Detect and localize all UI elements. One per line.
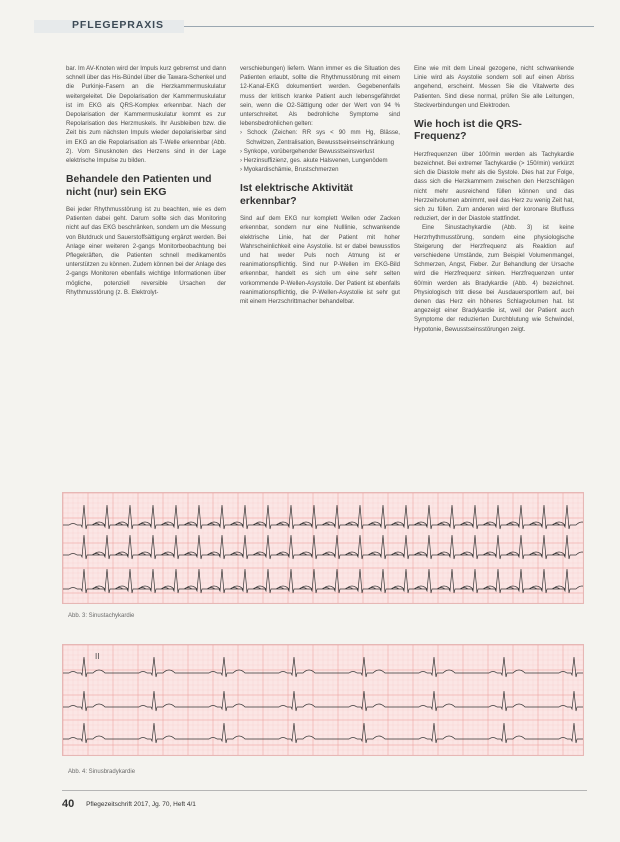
col2-paragraph-1: verschiebungen) liefern. Wann immer es die Situation des Patienten erlaubt, sollte die Rhythmusstörung mit einem 12-Kanal-EKG dokumentiert werden. Gegebenenfalls muss der kritisch kranke Patient auch lebensgefährdet sein, wenn die O2-Sättigung oder der Wert von 94 % unterschreitet. Als bedrohliche Symptome sind lebensbedrohlichen gelten: (240, 65, 400, 128)
col3-paragraph-3: Eine Sinustachykardie (Abb. 3) ist keine Herzrhythmusstörung, sondern eine physiologische Steigerung der Herzfrequenz als Reaktion auf verschiedene Umstände, zum Beispiel Volumenmangel, Schmerzen, Angst, Fieber. Zur Behandlung der Ursache wird die Herzfrequenz sinken. Herzfrequenzen unter 60/min werden als Bradykardie (Abb. 4) bezeichnet. Physiologisch tritt diese bei Ausdauersportlern auf, bei denen das Herz ein höheres Schlagvolumen hat. Ist angezeigt einer Bradykardie ist, weil der Patient auch Symptome der reduzierten Durchblutung wie Schwindel, Hypotonie, Bewusstseinsstörungen zeigt. (414, 224, 574, 333)
page-header (34, 16, 594, 38)
article-body (66, 64, 574, 484)
col3-paragraph-1: Eine wie mit dem Lineal gezogene, nicht schwankende Linie wird als Asystolie sondern soll auf einen Abriss angehend, erscheint. Messen Sie die Vitalwerte des Patienten. Sind diese normal, prüfen Sie alle Leitungen, Steckverbindungen und Elektroden. (414, 65, 574, 109)
journal-citation: Pflegezeitschrift 2017, Jg. 70, Heft 4/1 (86, 801, 196, 808)
ecg-figure-bradycardia (62, 644, 584, 756)
page-number: 40 (62, 798, 75, 810)
figure-caption-tachycardia: Abb. 3: Sinustachykardie (68, 613, 135, 619)
column-1 (66, 64, 226, 297)
section-title: PFLEGEPRAXIS (72, 19, 164, 31)
column-3 (414, 64, 574, 334)
header-rule (184, 26, 594, 27)
symptom-item: › Herzinsuffizienz, ges. akute Halsvenen, Lungenödem (240, 157, 388, 165)
col1-paragraph-2: Bei jeder Rhythmusstörung ist zu beachten, wie es dem Patienten dabei geht. Darum sollte sich das Monitoring nicht auf das EKG beschränken, sondern um die Messung von Blutdruck und Sauerstoffsättigung ergänzt werden. Bei Anlage einer weiteren 2-gangs Monitorbeobachtung bei Pflegekräften, die Patienten schnell medikamentös unterstützen zu können. Zudem können bei der Anlage des 2-gangs Monitoren ebenfalls wichtige Informationen über mögliche, potenziell reversible Ursachen der Rhythmusstörung (z. B. Elektrolyt- (66, 206, 226, 296)
symptom-list (240, 128, 400, 174)
col3-paragraph-2: Herzfrequenzen über 100/min werden als Tachykardie bezeichnet. Bei extremer Tachykardie (> 150/min) verkürzt sich die Diastole mehr als die Systole. Dies hat zur Folge, dass sich die Herzkammern zwischen den Herzschlägen nicht mehr ausreichend füllen können und das Herzzeitvolumen abnimmt, weil das Herz zu wenig Zeit hat, sich zu füllen. Zum anderen wird der koronare Blutfluss reduziert, der in der Diastole stattfindet. (414, 150, 574, 223)
column-2 (240, 64, 400, 306)
lead-label: II (95, 652, 100, 661)
col1-paragraph-1: bar. Im AV-Knoten wird der Impuls kurz gebremst und dann schnell über das His-Bündel über die Tawara-Schenkel und die Purkinje-Fasern an die Herzkammermuskulatur weitergeleitet. Die Depolarisation der Kammermuskulatur ist im EKG als QRS-Komplex erkennbar. Nach der Depolarisation der Kammermuskulatur kommt es zur Repolarisation des Herzmuskels. Ihr Ausbleiben bzw. die Zeit bis zum nächsten Impuls wieder depolarisierbar sind im EKG an die Repolarisation als T-Welle erkennbar (Abb. 2). Vom Sinusknoten des Herzens sind in der Lage elektrische Impulse zu bilden. (66, 65, 226, 165)
symptom-item: › Schock (Zeichen: RR sys < 90 mm Hg, Blässe, Schwitzen, Zentralisation, Bewusstseinseinschränkung (240, 129, 400, 146)
figure-caption-bradycardia: Abb. 4: Sinusbradykardie (68, 769, 136, 775)
col3-heading: Wie hoch ist die QRS-Frequenz? (414, 119, 522, 143)
ecg-grid (63, 493, 583, 603)
footer-rule (62, 790, 587, 791)
ecg-figure-tachycardia (62, 492, 584, 604)
page-footer (62, 798, 196, 810)
ecg-strip-tachycardia (63, 493, 583, 603)
symptom-item: › Myokardischämie, Brustschmerzen (240, 166, 339, 174)
symptom-item: › Synkope, vorübergehender Bewusstseinsverlust (240, 147, 375, 155)
col2-paragraph-2: Sind auf dem EKG nur komplett Wellen oder Zacken erkennbar, sondern nur eine Nulllinie, schwankende elektrische Linie, hat der Patient mit hoher Wahrscheinlichkeit eine Asystolie. Ist er dabei bewusstlos und hat weder Puls noch Atmung ist er reanimationspflichtig. Sind nur P-Wellen im EKG-Bild erkennbar, handelt es sich um eine sehr selten vorkommende P-Wellen-Asystolie. Der Patient ist ebenfalls reanimationspflichtig, die P-Wellen-Asystolie ist sehr gut mit einem Herzschrittmacher behandelbar. (240, 215, 400, 306)
col2-heading: Ist elektrische Aktivität erkennbar? (240, 183, 353, 207)
ecg-strip-bradycardia (63, 645, 583, 755)
col1-heading: Behandele den Patienten und nicht (nur) sein EKG (66, 174, 212, 198)
